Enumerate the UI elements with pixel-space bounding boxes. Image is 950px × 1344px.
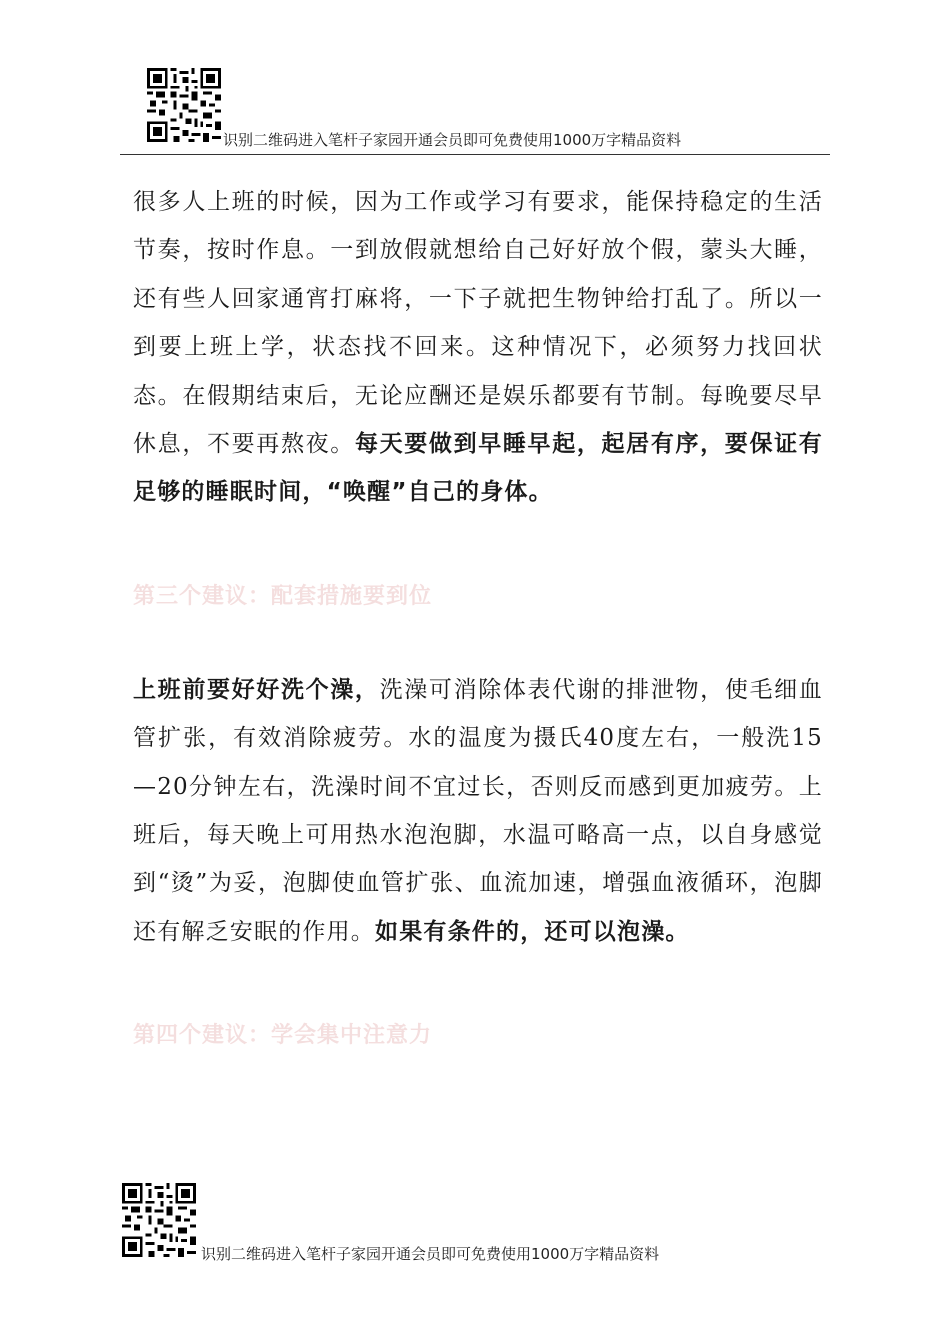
page-header [120,68,830,155]
qr-code-icon[interactable] [122,1183,196,1257]
paragraph-bath [133,666,823,956]
paragraph-bath-text: 洗澡可消除体表代谢的排泄物，使毛细血管扩张，有效消除疲劳。水的温度为摄氏40度左右，一般洗15—20分钟左右，洗澡时间不宜过长，否则反而感到更加疲劳。上班后，每天晚上可用热水泡泡脚，水温可略高一点，以自身感觉到“烫”为妥，泡脚使血管扩张、血流加速，增强血液循环，泡脚还有解乏安眠的作用。 [133,676,823,945]
footer-banner-text: 识别二维码进入笔杆子家园开通会员即可免费使用1000万字精品资料 [201,1245,660,1263]
paragraph-bath-lead: 上班前要好好洗个澡， [133,676,380,703]
paragraph-sleep-text: 很多人上班的时候，因为工作或学习有要求，能保持稳定的生活节奏，按时作息。一到放假就想给自己好好放个假，蒙头大睡，还有些人回家通宵打麻将，一下子就把生物钟给打乱了。所以一到要上班上学，状态找不回来。这种情况下，必须努力找回状态。在假期结束后，无论应酬还是娱乐都要有节制。每晚要尽早休息，不要再熬夜。 [133,189,823,458]
heading-fourth-suggestion: 第四个建议：学会集中注意力 [133,1023,433,1049]
document-body [133,178,823,1049]
heading-third-suggestion: 第三个建议：配套措施要到位 [133,583,433,609]
header-banner-text: 识别二维码进入笔杆子家园开通会员即可免费使用1000万字精品资料 [223,131,682,149]
paragraph-bath-emphasis: 如果有条件的，还可以泡澡。 [375,918,690,945]
page-footer [122,1183,832,1263]
paragraph-sleep [133,178,823,517]
qr-code-icon[interactable] [147,68,221,142]
paragraph-sleep-emphasis: 每天要做到早睡早起，起居有序，要保证有足够的睡眠时间，“唤醒”自己的身体。 [133,431,823,506]
